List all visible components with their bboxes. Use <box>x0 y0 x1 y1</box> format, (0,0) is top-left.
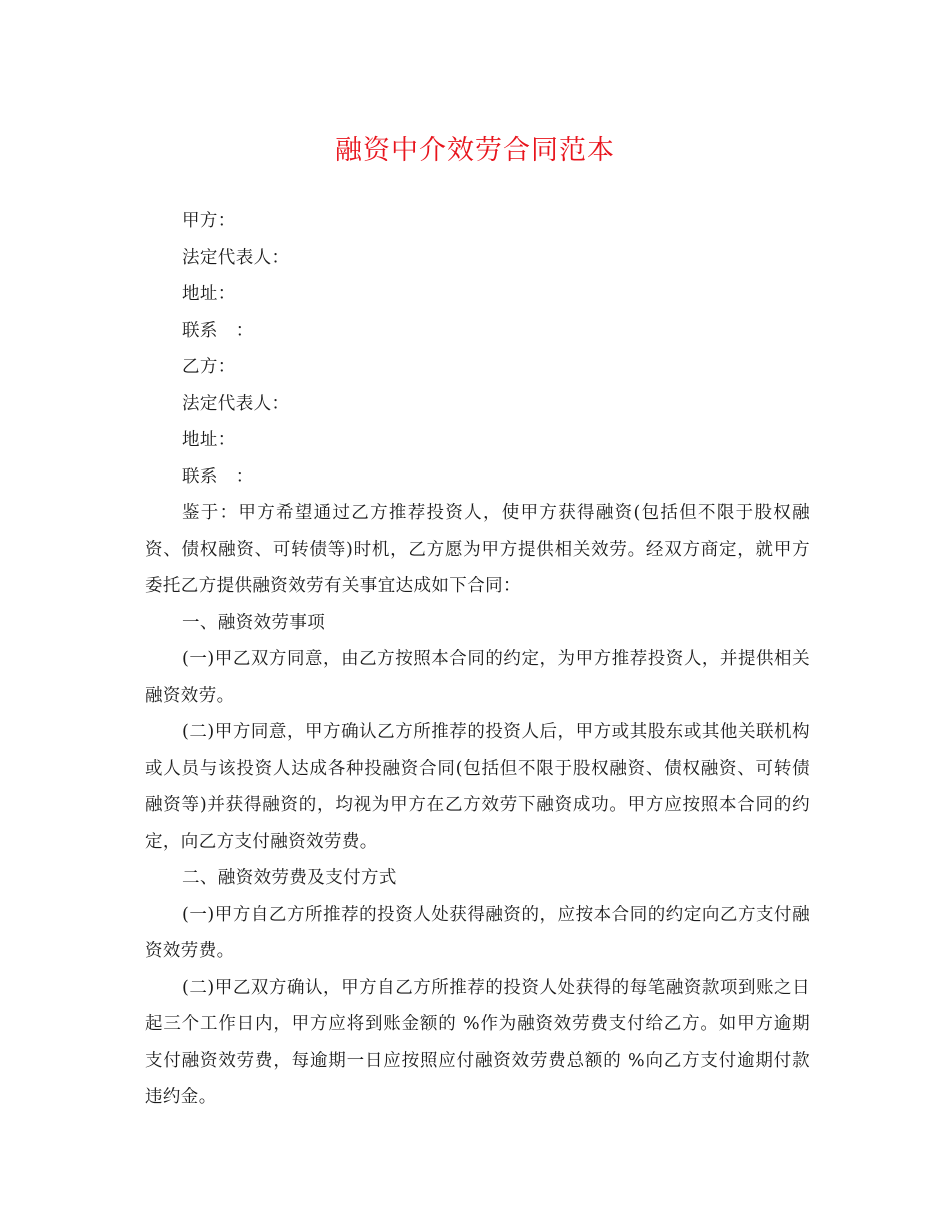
document-title: 融资中介效劳合同范本 <box>335 135 615 166</box>
document-body <box>145 203 810 1116</box>
party-b-field: 乙方： <box>182 357 236 377</box>
party-a-field: 甲方： <box>182 211 236 231</box>
clause-2-1: (一)甲方自乙方所推荐的投资人处获得融资的，应按本合同的约定向乙方支付融资效劳费。 <box>145 904 810 961</box>
section-heading-2: 二、融资效劳费及支付方式 <box>182 868 397 888</box>
party-a-representative-field: 法定代表人： <box>182 247 290 268</box>
party-b-contact-field: 联系 ： <box>182 466 254 487</box>
party-a-address-field: 地址： <box>182 284 236 304</box>
party-a-contact-field: 联系 ： <box>182 320 254 341</box>
clause-2-2: (二)甲乙双方确认，甲方自乙方所推荐的投资人处获得的每笔融资款项到账之日起三个工作日内，甲方应将到账金额的 %作为融资效劳费支付给乙方。如甲方逾期支付融资效劳费，每逾期一日应按照应付融资效劳费总额的 %向乙方支付逾期付款违约金。 <box>145 977 810 1107</box>
party-b-representative-field: 法定代表人： <box>182 393 290 414</box>
clause-1-1: (一)甲乙双方同意，由乙方按照本合同的约定，为甲方推荐投资人，并提供相关融资效劳。 <box>145 649 810 706</box>
section-heading-1: 一、融资效劳事项 <box>182 612 326 633</box>
party-b-address-field: 地址： <box>182 430 236 450</box>
preamble-paragraph: 鉴于：甲方希望通过乙方推荐投资人，使甲方获得融资(包括但不限于股权融资、债权融资、可转债等)时机，乙方愿为甲方提供相关效劳。经双方商定，就甲方委托乙方提供融资效劳有关事宜达成如下合同： <box>145 503 810 596</box>
clause-1-2: (二)甲方同意，甲方确认乙方所推荐的投资人后，甲方或其股东或其他关联机构或人员与该投资人达成各种投融资合同(包括但不限于股权融资、债权融资、可转债融资等)并获得融资的，均视为甲方在乙方效劳下融资成功。甲方应按照本合同的约定，向乙方支付融资效劳费。 <box>145 722 810 852</box>
